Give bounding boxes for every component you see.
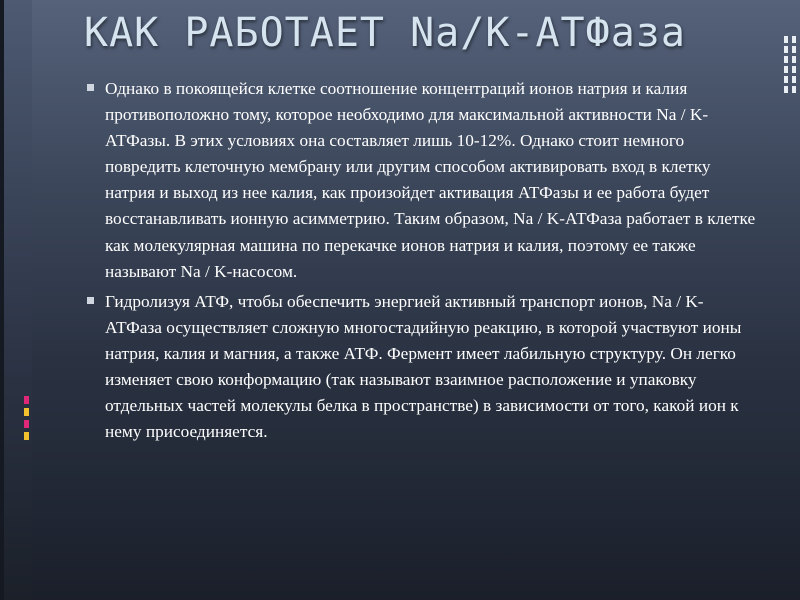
bullet-text: Гидролизуя АТФ, чтобы обеспечить энергией активный транспорт ионов, Na / K-АТФаза осуществляет сложную многостадийную реакцию, в которой участвуют ионы натрия, калия и магния, а также АТФ. Фермент имеет лабильную структуру. Он легко изменяет свою конформацию (так называют взаимное расположение и упаковку отдельных частей молекулы белка в пространстве) в зависимости от того, какой ион к нему присоединяется.	[105, 291, 742, 442]
bullet-square-icon	[87, 84, 94, 91]
left-edge-line	[0, 0, 4, 600]
slide-body	[86, 76, 756, 449]
bullet-text: Однако в покоящейся клетке соотношение концентраций ионов натрия и калия противоположно тому, которое необходимо для максимальной активности Na / K-АТФазы. В этих условиях она составляет лишь 10-12%. Однако стоит немного повредить клеточную мембрану или другим способом активировать вход в клетку натрия и выход из нее калия, как произойдет активация АТФазы и ее работа будет восстанавливать ионную асимметрию. Таким образом, Na / K-АТФаза работает в клетке как молекулярная машина по перекачке ионов натрия и калия, поэтому ее также называют Na / K-насосом.	[105, 79, 756, 281]
accent-stripe	[24, 396, 29, 404]
left-decorative-bar	[0, 0, 32, 600]
accent-stripes	[24, 396, 29, 440]
slide-title: КАК РАБОТАЕТ Na/K-АТФаза	[84, 10, 686, 56]
bullet-square-icon	[87, 297, 94, 304]
bullet-paragraph	[86, 289, 756, 446]
accent-stripe	[24, 408, 29, 416]
decorative-grid	[784, 36, 798, 96]
accent-stripe	[24, 432, 29, 440]
accent-stripe	[24, 420, 29, 428]
bullet-paragraph	[86, 76, 756, 285]
